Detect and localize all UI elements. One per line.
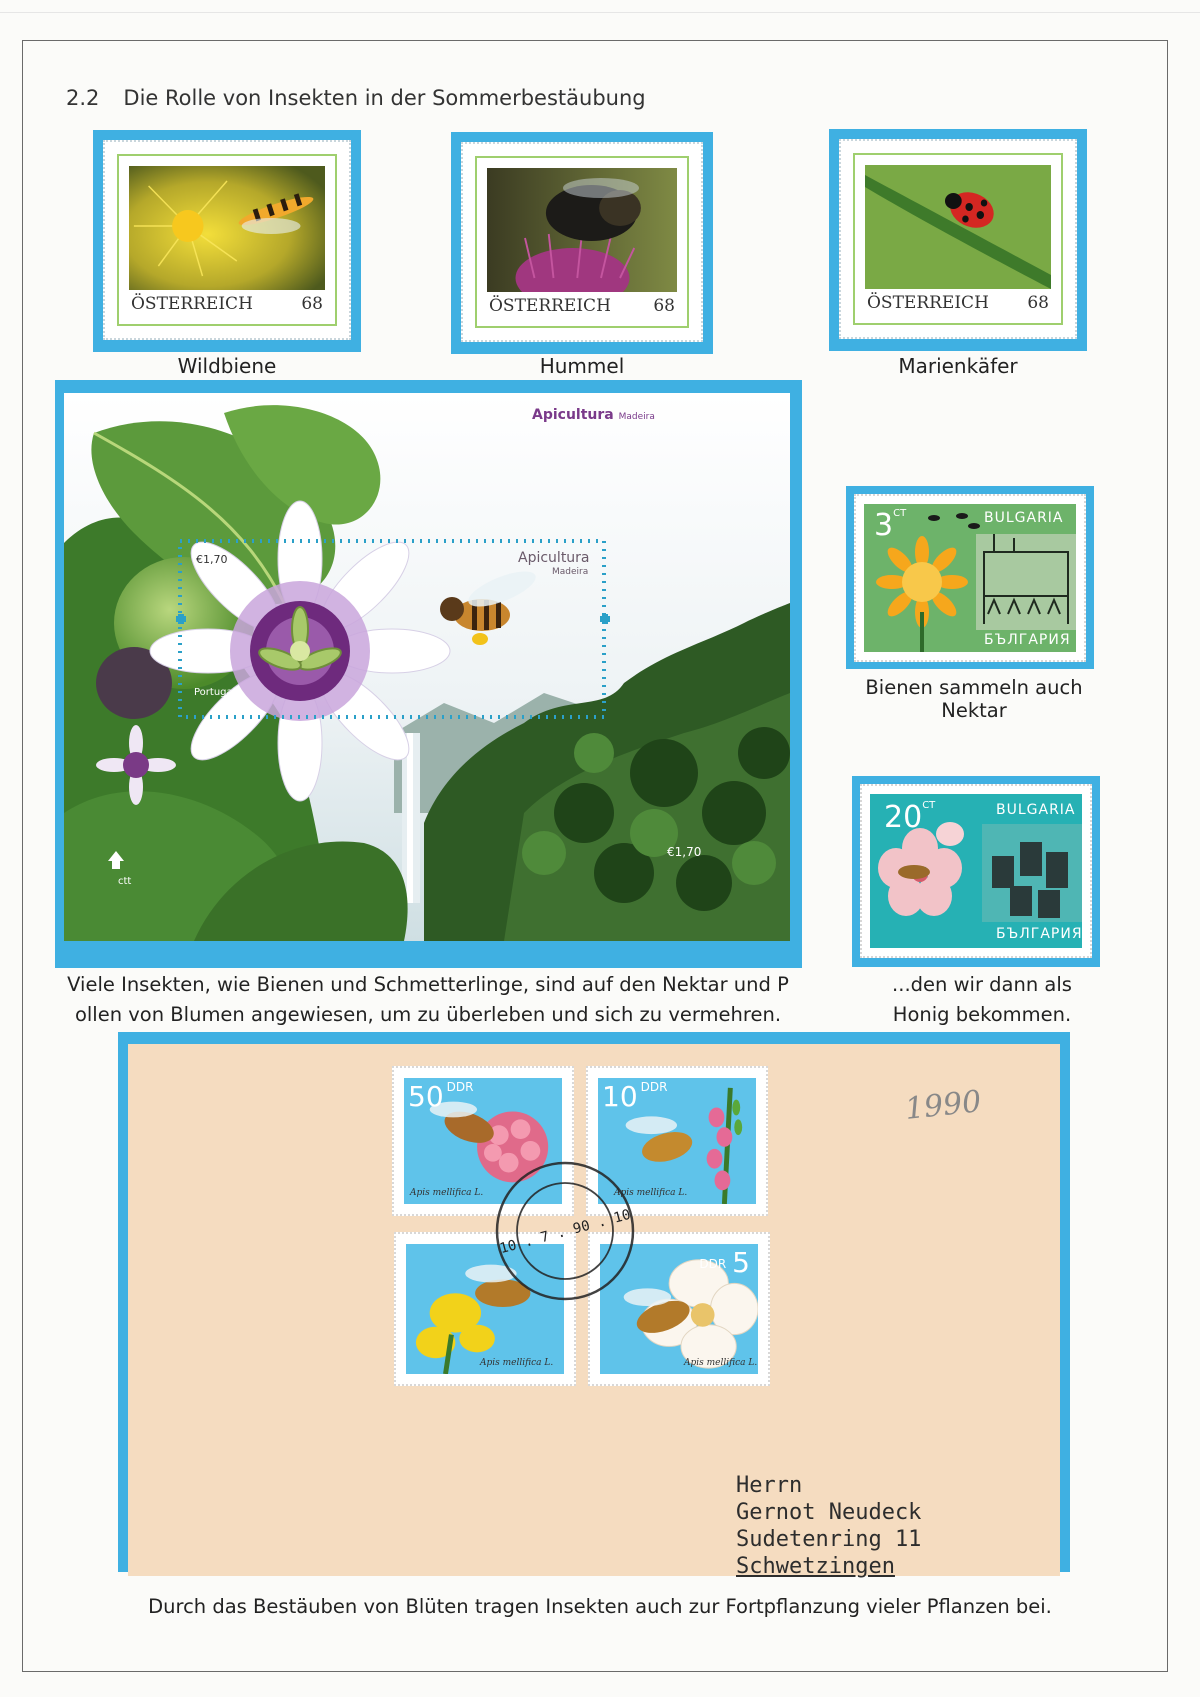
address-line: Schwetzingen — [736, 1554, 895, 1579]
stamp-country-cyrillic: БЪЛГАРИЯ — [996, 926, 1083, 942]
stamp-value-number: 3 — [874, 508, 894, 543]
caption-bulgaria-nektar: Bienen sammeln auch Nektar — [865, 676, 1083, 722]
stamp-country: DDR — [699, 1257, 727, 1271]
bumblebee-illustration — [487, 168, 677, 292]
souvenir-sheet-apicultura — [64, 393, 790, 941]
caption-line: Honig bekommen. — [892, 1003, 1072, 1026]
stamp-value-number: 10 — [602, 1080, 638, 1113]
stamp-frame — [117, 154, 337, 326]
stamp-value — [408, 1080, 473, 1113]
stamp-value — [884, 800, 935, 835]
hoverfly-illustration — [129, 166, 325, 290]
stamp-value-unit: СТ — [922, 800, 936, 811]
stamp-bulgaria-sunflower — [854, 494, 1086, 662]
stamp-value: 68 — [1027, 293, 1049, 313]
stamp-wildbiene — [103, 140, 351, 340]
stamp-latin-name: Apis mellifica L. — [410, 1188, 484, 1198]
sheet-brand-region: Madeira — [618, 412, 655, 422]
stamp-region: Madeira — [552, 567, 589, 577]
sheet-face-value: €1,70 — [667, 845, 702, 859]
postmark — [490, 1156, 640, 1306]
stamp-value: 68 — [301, 294, 323, 314]
caption-hummel: Hummel — [539, 354, 625, 378]
postmark-date: 10 . 7 . 90 . 10 — [498, 1206, 633, 1258]
caption-line: ...den wir dann als — [892, 973, 1072, 996]
ladybird-illustration — [865, 165, 1051, 289]
stamp-face-value: €1,70 — [196, 553, 228, 566]
address-line: Herrn — [736, 1473, 803, 1498]
stamp-value: 68 — [653, 296, 675, 316]
stamp-value-number: 20 — [884, 800, 923, 835]
stamp-country: ÖSTERREICH — [489, 296, 611, 316]
stamp-hummel — [461, 142, 703, 342]
stamp-country: DDR — [446, 1080, 474, 1094]
top-rule — [0, 12, 1200, 13]
heading-number: 2.2 — [66, 86, 100, 110]
address-line: Sudetenring 11 — [736, 1527, 922, 1552]
caption-marienkaefer: Marienkäfer — [898, 354, 1018, 378]
footer-text: Durch das Bestäuben von Blüten tragen Insekten auch zur Fortpflanzung vieler Pflanzen bei. — [148, 1595, 1052, 1618]
pencil-note: 1990 — [903, 1084, 983, 1127]
paragraph-nektar — [56, 970, 800, 1030]
stamp-frame — [853, 153, 1063, 325]
sheet-brand-name: Apicultura — [532, 407, 614, 423]
stamp-bulgaria-beehives — [860, 784, 1092, 958]
heading-title: Die Rolle von Insekten in der Sommerbestäubung — [123, 86, 646, 110]
stamp-value-number: 50 — [408, 1080, 444, 1113]
stamp-country: ÖSTERREICH — [131, 294, 253, 314]
stamp-latin-name: Apis mellifica L. — [614, 1188, 688, 1198]
stamp-value — [696, 1246, 750, 1279]
stamp-value — [602, 1080, 667, 1113]
recipient-address — [736, 1472, 921, 1580]
stamp-marienkaefer — [839, 139, 1077, 339]
stamp-value — [874, 508, 906, 543]
stamp-country-cyrillic: БЪЛГАРИЯ — [984, 632, 1071, 648]
stamp-image-ladybird-on-grass — [865, 165, 1051, 289]
sheet-brand — [532, 407, 655, 423]
stamp-value-unit: СТ — [893, 508, 907, 519]
stamp-country: DDR — [640, 1080, 668, 1094]
stamp-latin-name: Apis mellifica L. — [480, 1358, 554, 1368]
stamp-frame — [475, 156, 689, 328]
paragraph-line: Viele Insekten, wie Bienen und Schmetterlinge, sind auf den Nektar und P — [67, 973, 789, 996]
caption-wildbiene: Wildbiene — [177, 354, 277, 378]
stamp-title: Apicultura — [518, 550, 590, 566]
stamp-latin-name: Apis mellifica L. — [684, 1358, 758, 1368]
caption-bulgaria-honig — [856, 970, 1108, 1030]
ctt-logo: ctt — [118, 876, 132, 887]
paragraph-line: ollen von Blumen angewiesen, um zu überleben und sich zu vermehren. — [74, 1003, 782, 1026]
stamp-country-latin: BULGARIA — [984, 510, 1064, 526]
page-heading — [66, 86, 646, 110]
address-line: Gernot Neudeck — [736, 1500, 922, 1525]
stamp-image-hoverfly-on-flower — [129, 166, 325, 290]
stamp-country-latin: BULGARIA — [996, 802, 1076, 818]
stamp-image-bumblebee-on-thistle — [487, 168, 677, 292]
stamp-value-number: 5 — [732, 1246, 750, 1279]
stamp-portugal: Portugal — [194, 687, 236, 698]
stamp-country: ÖSTERREICH — [867, 293, 989, 313]
